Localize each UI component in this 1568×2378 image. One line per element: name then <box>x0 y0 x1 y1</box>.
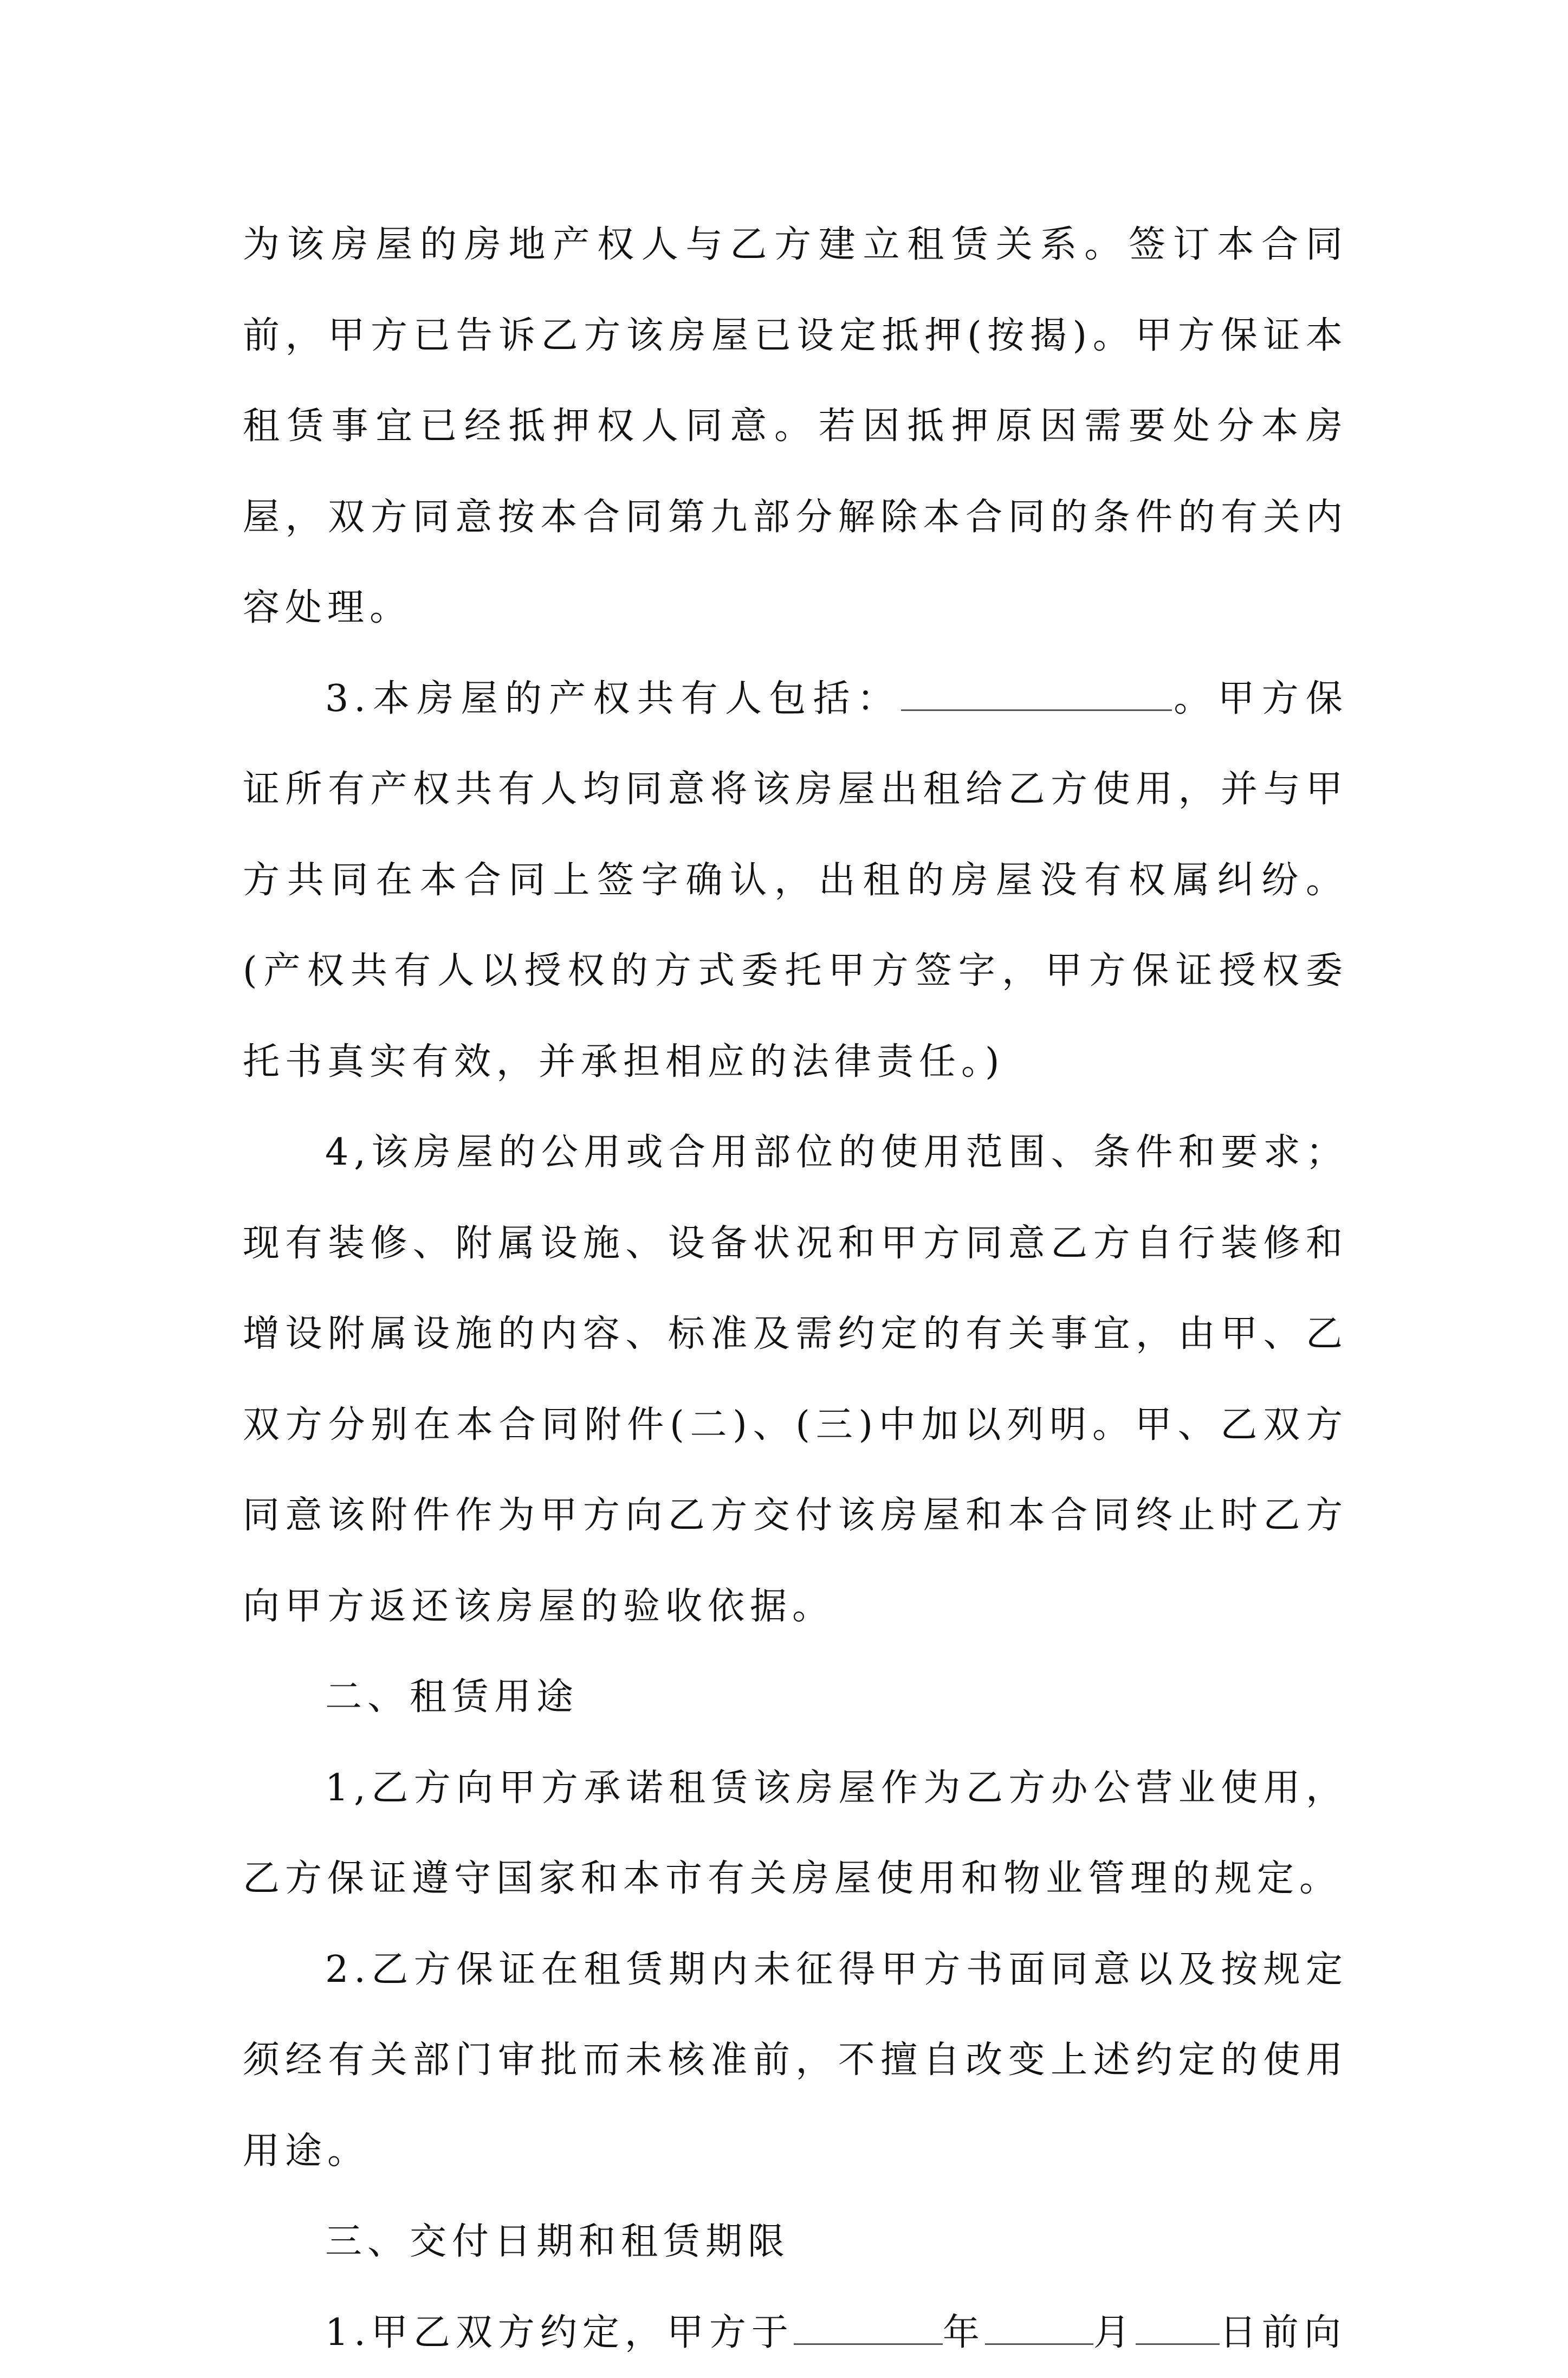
paragraph-shared-areas: 4,该房屋的公用或合用部位的使用范围、条件和要求；现有装修、附属设施、设备状况和甲方同意乙方自行装修和增设附属设施的内容、标准及需约定的有关事宜，由甲、乙双方分别在本合同附件(二)、(三)中加以列明。甲、乙双方同意该附件作为甲方向乙方交付该房屋和本合同终止时乙方向甲方返还该房屋的验收依据。 <box>243 1107 1348 1652</box>
delivery-month-blank[interactable] <box>985 2311 1093 2345</box>
delivery-year-blank[interactable] <box>794 2311 943 2345</box>
delivery-prefix: 1.甲乙双方约定，甲方于 <box>325 2311 794 2354</box>
delivery-day-blank[interactable] <box>1136 2311 1220 2345</box>
section-heading-lease-purpose: 二、租赁用途 <box>243 1652 1348 1743</box>
paragraph-purpose-no-change: 2.乙方保证在租赁期内未征得甲方书面同意以及按规定须经有关部门审批而未核准前，不擅自改变上述约定的使用用途。 <box>243 1924 1348 2197</box>
co-owners-guarantee: 。甲方保证所有产权共有人均同意将该房屋出租给乙方使用，并与甲方共同在本合同上签字确认，出租的房屋没有权属纠纷。(产权共有人以授权的方式委托甲方签字，甲方保证授权委托书真实有效，并承担相应的法律责任。) <box>243 677 1348 1083</box>
paragraph-purpose-commitment: 1,乙方向甲方承诺租赁该房屋作为乙方办公营业使用，乙方保证遵守国家和本市有关房屋使用和物业管理的规定。 <box>243 1743 1348 1924</box>
delivery-year-label: 年 <box>943 2311 985 2354</box>
delivery-suffix: 日前向 <box>1220 2311 1346 2354</box>
section-heading-delivery-term: 三、交付日期和租赁期限 <box>243 2196 1348 2287</box>
delivery-month-label: 月 <box>1093 2311 1136 2354</box>
paragraph-mortgage-disclosure: 为该房屋的房地产权人与乙方建立租赁关系。签订本合同前，甲方已告诉乙方该房屋已设定抵押(按揭)。甲方保证本租赁事宜已经抵押权人同意。若因抵押原因需要处分本房屋，双方同意按本合同第九部分解除本合同的条件的有关内容处理。 <box>243 199 1348 654</box>
contract-body <box>243 199 1348 2378</box>
co-owners-label: 3.本房屋的产权共有人包括： <box>325 677 901 720</box>
paragraph-co-owners <box>243 654 1348 1108</box>
paragraph-delivery-date <box>243 2287 1348 2378</box>
co-owners-blank[interactable] <box>901 677 1172 711</box>
